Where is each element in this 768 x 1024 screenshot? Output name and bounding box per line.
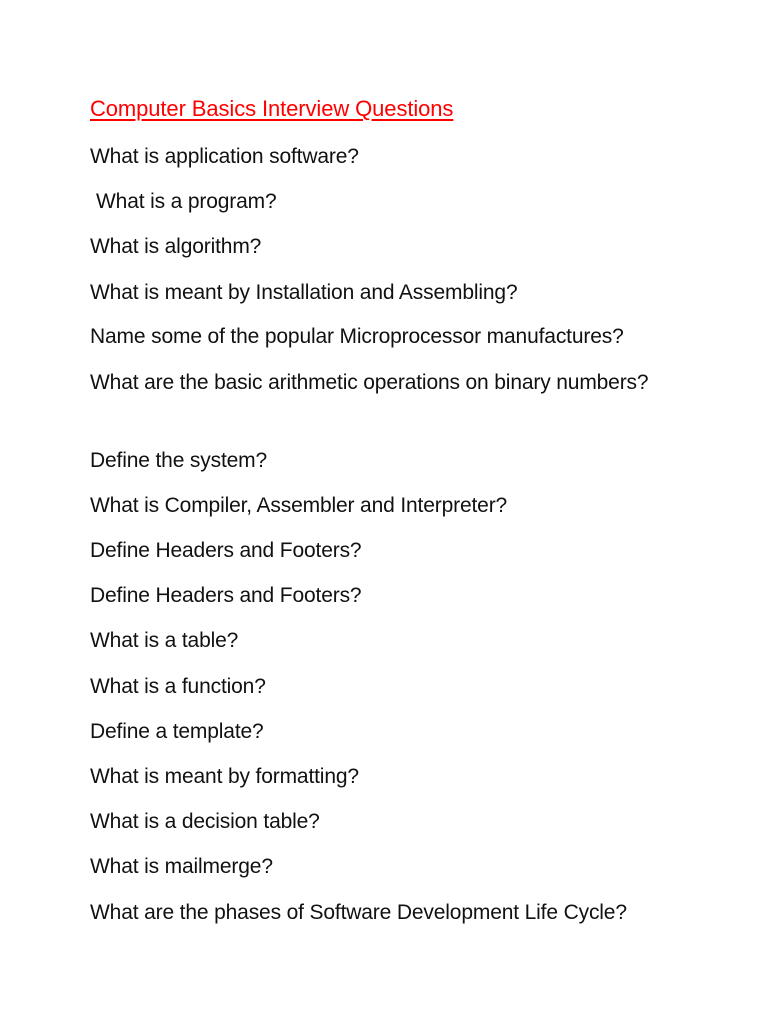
question-item: What are the basic arithmetic operations on binary numbers? (90, 371, 649, 394)
question-item: Define Headers and Footers? (90, 539, 362, 562)
question-item: What is a program? (96, 190, 277, 213)
question-item: Define a template? (90, 720, 264, 743)
question-item: What is meant by Installation and Assembling? (90, 281, 518, 304)
question-item: What are the phases of Software Development Life Cycle? (90, 901, 627, 924)
question-item: What is Compiler, Assembler and Interpreter? (90, 494, 508, 517)
question-item: What is a function? (90, 675, 266, 698)
question-item: Define Headers and Footers? (90, 584, 362, 607)
question-item: What is algorithm? (90, 235, 262, 258)
question-item: Name some of the popular Microprocessor manufactures? (90, 325, 624, 348)
question-item: Define the system? (90, 449, 268, 472)
question-item: What is a table? (90, 629, 239, 652)
question-item: What is mailmerge? (90, 855, 273, 878)
question-item: What is a decision table? (90, 810, 320, 833)
question-item: What is application software? (90, 145, 359, 168)
document-title: Computer Basics Interview Questions (90, 96, 454, 121)
question-item: What is meant by formatting? (90, 765, 359, 788)
